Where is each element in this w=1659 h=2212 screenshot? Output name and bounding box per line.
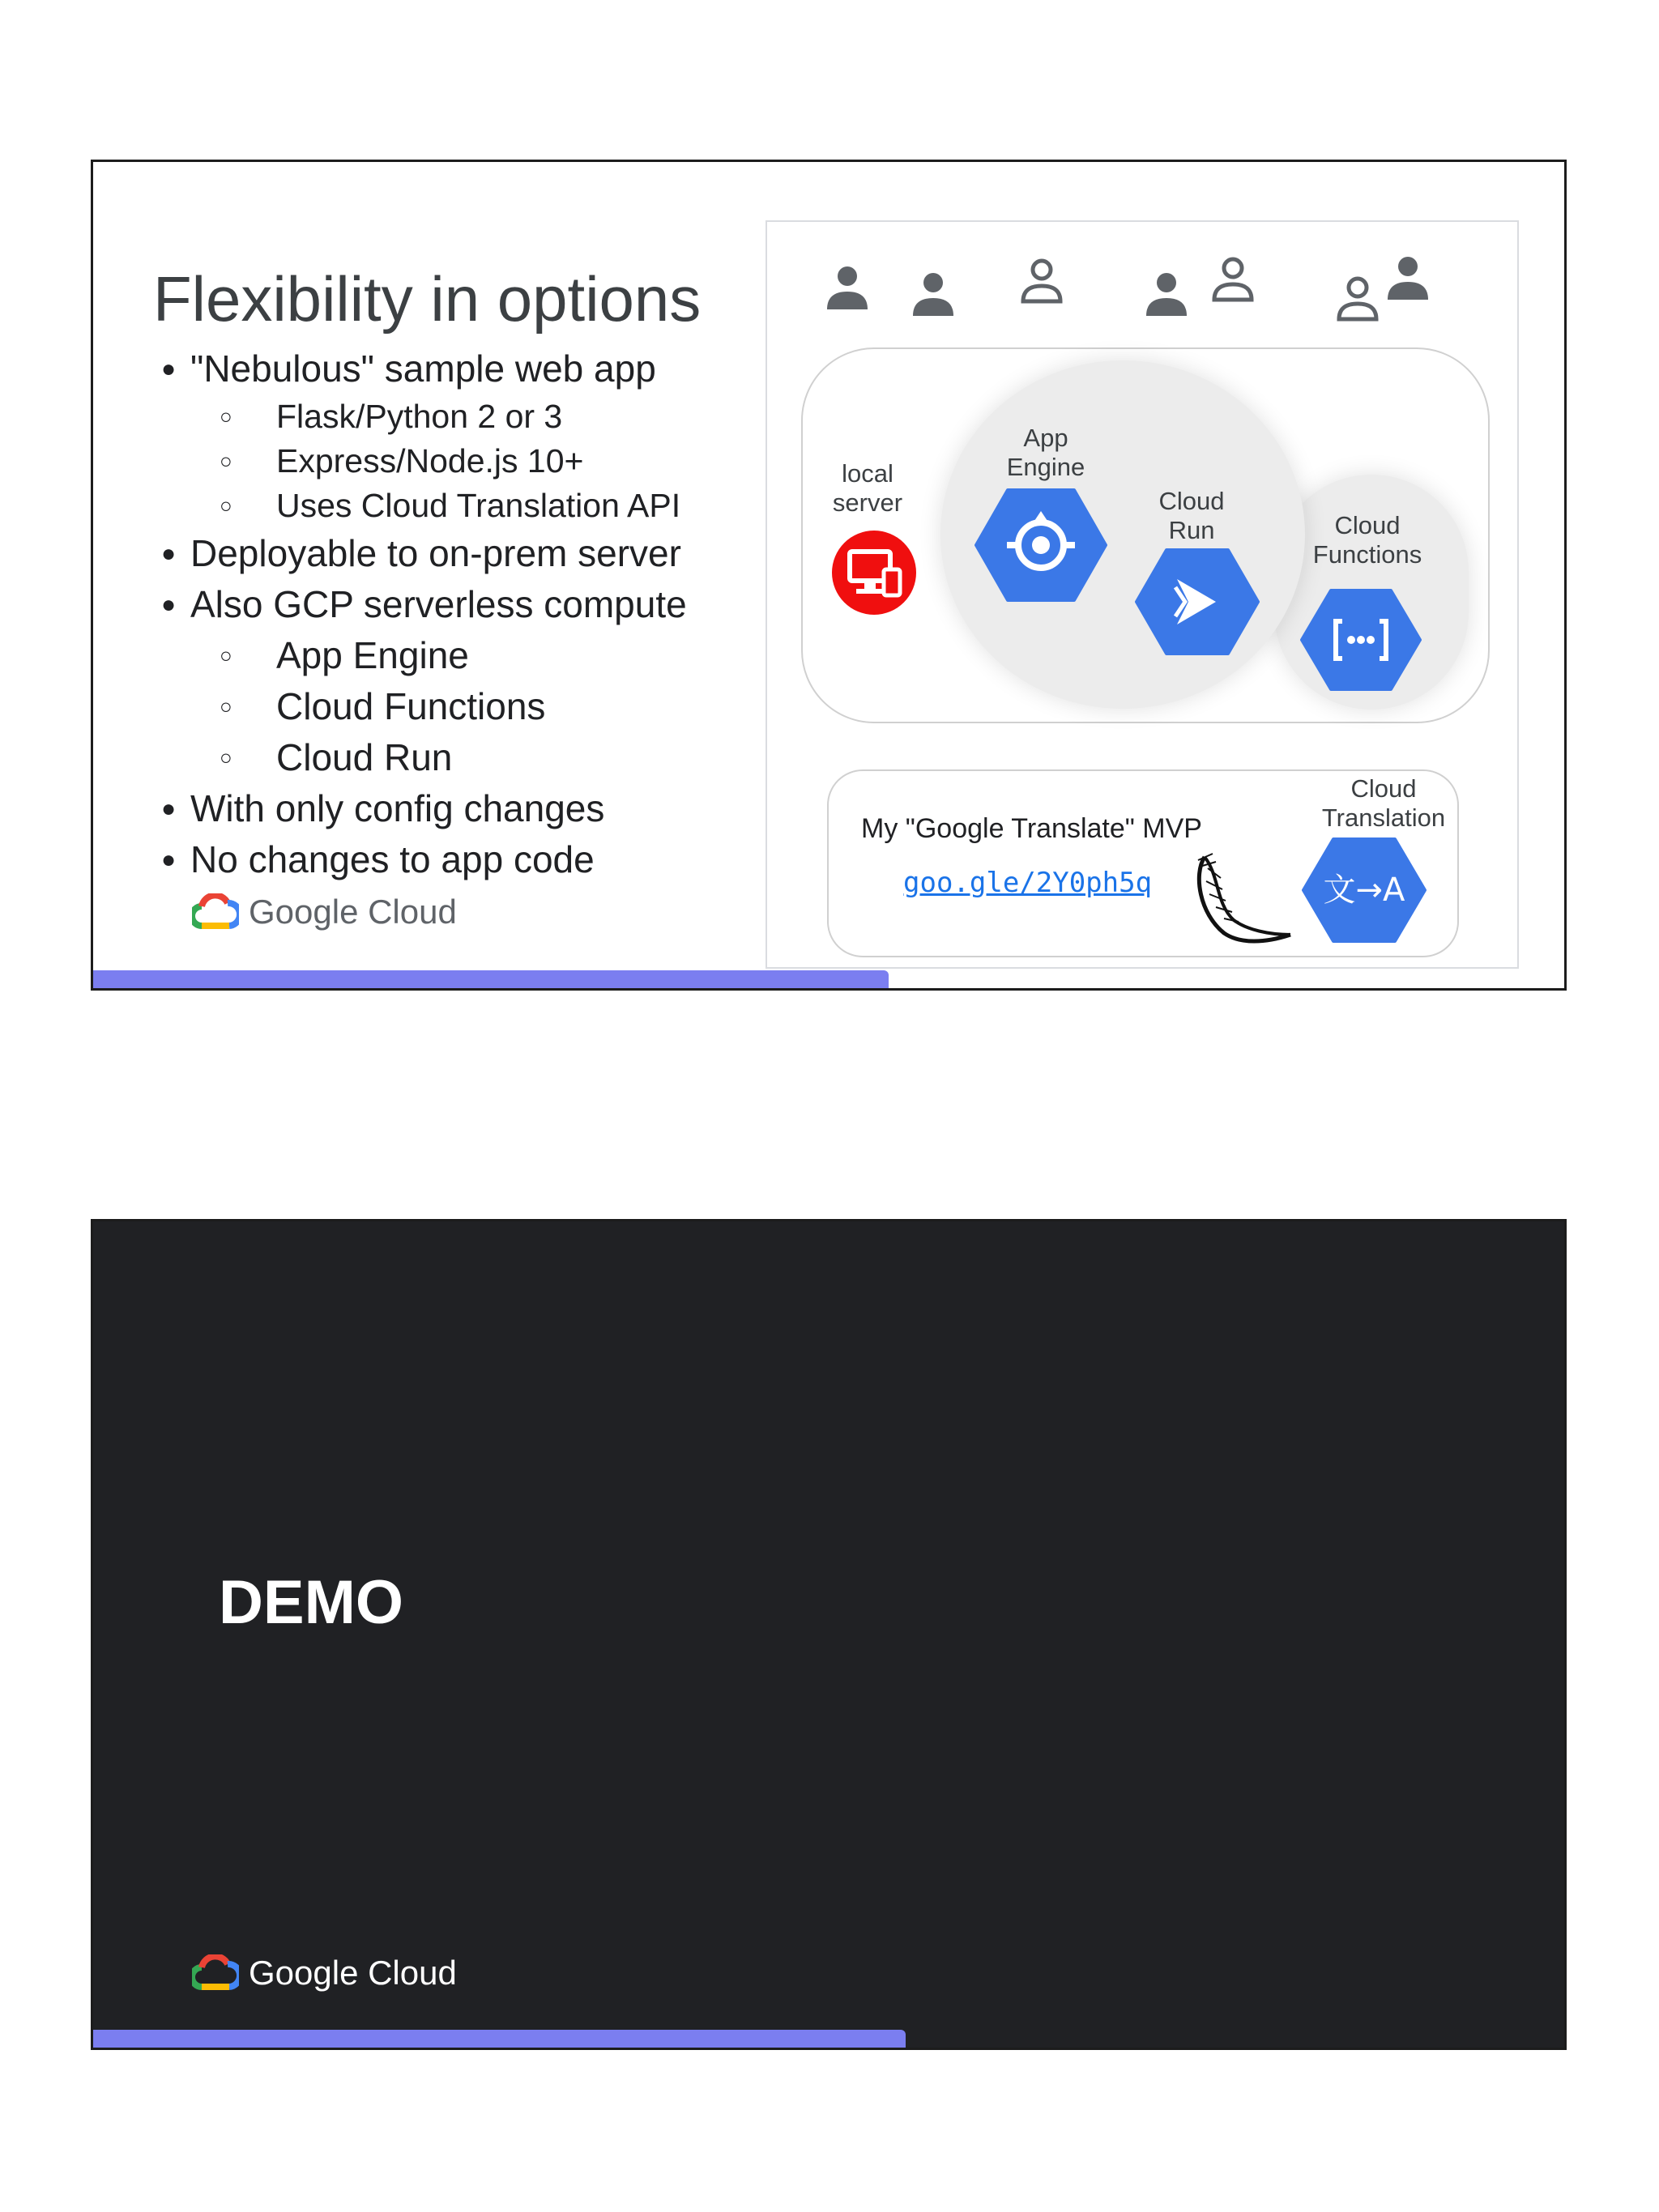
user-outline-icon: [1018, 258, 1065, 305]
cloud-functions-label: Cloud Functions: [1312, 511, 1422, 569]
progress-bar: [93, 970, 889, 988]
cloud-run-label: Cloud Run: [1158, 487, 1225, 544]
user-icon: [824, 264, 871, 311]
sub-bullet-item: ○ Flask/Python 2 or 3: [161, 394, 687, 439]
sub-bullet-item: ○ Express/Node.js 10+: [161, 439, 687, 484]
slide-title: Flexibility in options: [153, 263, 702, 335]
bullet-item: ● With only config changes: [161, 783, 687, 834]
sub-bullet-item: ○ Cloud Functions: [161, 681, 687, 732]
slide-demo: [91, 1219, 1567, 2050]
google-cloud-logo: [192, 1954, 457, 1993]
google-cloud-icon: [192, 1954, 239, 1992]
user-outline-icon: [1209, 256, 1256, 303]
bullet-item: ● Also GCP serverless compute: [161, 579, 687, 630]
user-icon: [910, 271, 957, 318]
google-cloud-wordmark: Google Cloud: [249, 893, 457, 931]
cloud-run-icon: [1135, 547, 1260, 657]
bullet-list: [161, 343, 687, 885]
user-icon: [1384, 254, 1431, 301]
user-icon: [1143, 271, 1190, 318]
google-cloud-wordmark: Google Cloud: [249, 1954, 457, 1992]
mvp-caption: My "Google Translate" MVP: [861, 813, 1202, 844]
translate-glyph: 文→A: [1323, 872, 1405, 909]
progress-bar: [93, 2030, 906, 2048]
sub-bullet-item: ○ Cloud Run: [161, 732, 687, 783]
deployment-options-box: [801, 347, 1490, 723]
app-engine-icon: [975, 487, 1107, 603]
local-server-label: local server: [832, 459, 903, 517]
bullet-item: ● "Nebulous" sample web app: [161, 343, 687, 394]
cloud-functions-icon: [1300, 587, 1422, 693]
google-cloud-icon: [192, 893, 239, 931]
cloud-translation-label: Cloud Translation: [1321, 774, 1446, 832]
sub-bullet-item: ○ Uses Cloud Translation API: [161, 484, 687, 528]
local-server-icon: [830, 529, 918, 616]
architecture-diagram: [766, 220, 1519, 969]
cloud-translation-icon: [1302, 836, 1427, 944]
mvp-box: [827, 769, 1459, 957]
slide-flexibility: [91, 160, 1567, 991]
flask-horn-icon: [1188, 850, 1297, 946]
app-engine-label: App Engine: [1006, 424, 1085, 481]
demo-title: DEMO: [219, 1568, 403, 1637]
google-cloud-logo: [192, 893, 457, 931]
bullet-item: ● Deployable to on-prem server: [161, 528, 687, 579]
mvp-link[interactable]: goo.gle/2Y0ph5q: [903, 867, 1153, 899]
user-outline-icon: [1334, 275, 1381, 322]
bullet-item: ● No changes to app code: [161, 834, 687, 885]
sub-bullet-item: ○ App Engine: [161, 630, 687, 681]
